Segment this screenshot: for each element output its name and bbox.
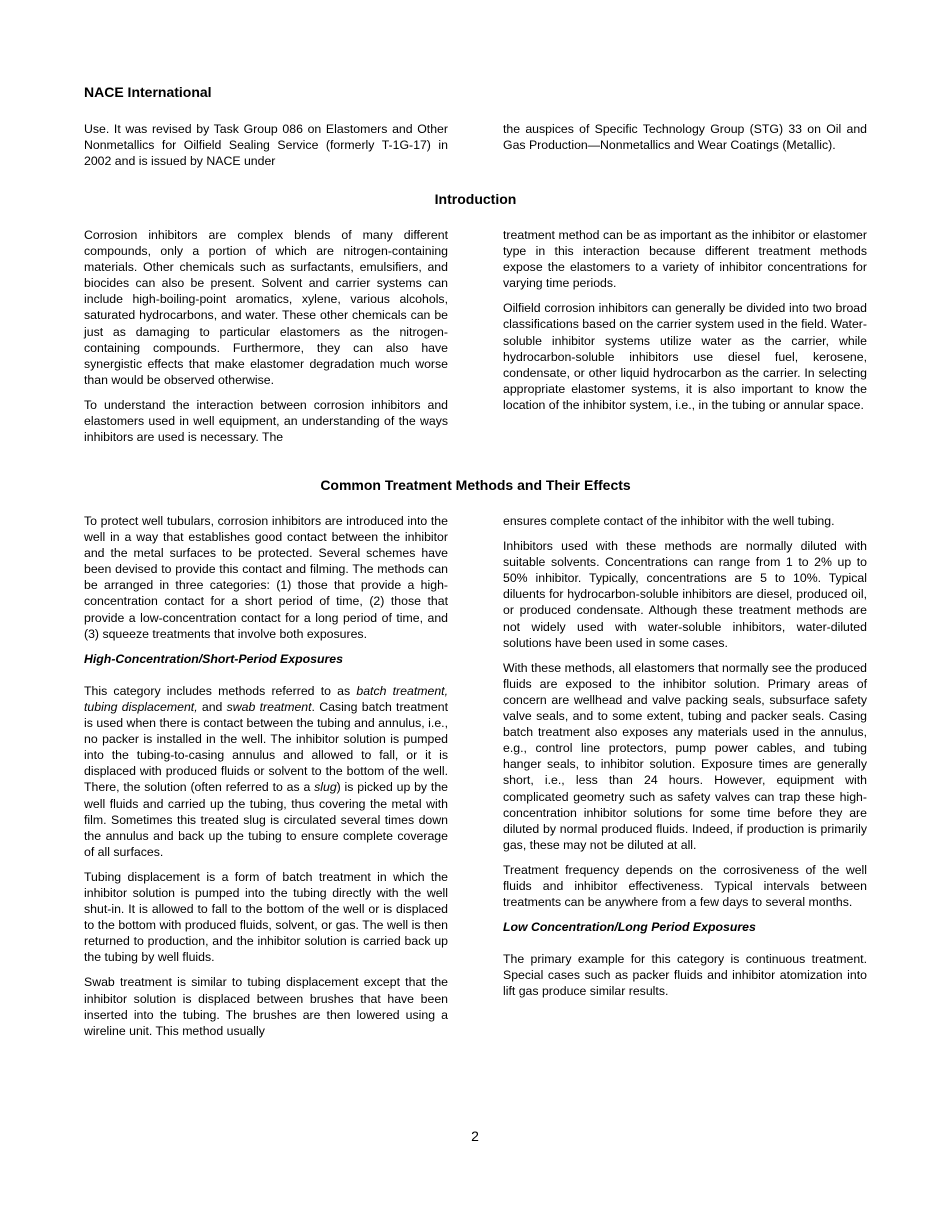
p2-italic-slug: slug [314, 780, 337, 795]
treatment-paragraph-8: Treatment frequency depends on the corrosiveness of the well fluids and inhibitor effectiveness. Typical intervals between treatments can be anywhere from a few days to several months. [503, 862, 867, 910]
intro-paragraph-2: To understand the interaction between corrosion inhibitors and elastomers used in well equipment, an understanding of the ways inhibitors are used is necessary. The [84, 397, 448, 445]
foreword-right-column [503, 121, 867, 153]
treatment-paragraph-5: ensures complete contact of the inhibitor with the well tubing. [503, 514, 835, 528]
p2-text-a: This category includes methods referred to as [84, 683, 357, 698]
introduction-left-column [84, 227, 448, 445]
treatment-left-column [84, 513, 448, 1039]
running-header: NACE International [84, 84, 212, 100]
page-number: 2 [471, 1128, 479, 1144]
p2-italic-methods: batch treatment, tubing displacement, [84, 683, 448, 714]
subheading-high-concentration: High-Concentration/Short-Period Exposures [84, 651, 343, 666]
p2-text-g: ) is picked up by the well fluids and carried up the tubing, thus covering the metal with film. Sometimes this treated slug is circulated several times down the annulus and back up the tubing to ensure complete coverage of all surfaces. [84, 780, 448, 859]
treatment-paragraph-6: Inhibitors used with these methods are normally diluted with suitable solvents. Concentrations can range from 1 to 2% up to 50% inhibitor. Typically, concentrations are 5 to 10%. Typical diluents for hydrocarbon-soluble inhibitors are diesel, produced oil, or produced condensate. Although these treatment methods are not widely used with water-soluble inhibitors, water-diluted solutions have been used in some cases. [503, 539, 867, 650]
p2-italic-swab: swab treatment [226, 699, 312, 714]
treatment-paragraph-1: To protect well tubulars, corrosion inhibitors are introduced into the well in a way that establishes good contact between the inhibitor and the metal surfaces to be protected. Several schemes have been devised to provide this contact and filming. The methods can be arranged in three categories: (1) those that provide a high-concentration contact for a short period of time, (2) those that provide a low-concentration contact for a long period of time, and (3) squeeze treatments that involve both exposures. [84, 514, 448, 641]
foreword-left-column [84, 121, 448, 169]
treatment-paragraph-7: With these methods, all elastomers that normally see the produced fluids are exposed to the inhibitor solution. Primary areas of concern are wellhead and valve packing seals, subsurface safety valve seals, and to some extent, tubing and packer seals. Casing batch treatment also exposes any materials used in the annulus, e.g., control line protectors, pump power cables, and tubing hanger seals, to inhibitor solution. Exposure times are generally short, i.e., less than 24 hours. However, equipment with complicated geometry such as safety valves can trap these high-concentration inhibitor solutions for some time before they are diluted by normal produced fluids. Indeed, if production is primarily gas, these may not be diluted at all. [503, 660, 867, 852]
introduction-right-column [503, 227, 867, 413]
foreword-paragraph-right: the auspices of Specific Technology Group (STG) 33 on Oil and Gas Production—Nonmetallics and Wear Coatings (Metallic). [503, 122, 867, 153]
treatment-paragraph-2 [84, 683, 448, 860]
subheading-low-concentration: Low Concentration/Long Period Exposures [503, 920, 756, 935]
introduction-heading: Introduction [434, 191, 517, 207]
foreword-paragraph-left: Use. It was revised by Task Group 086 on Elastomers and Other Nonmetallics for Oilfield Sealing Service (formerly T-1G-17) in 2002 and is issued by NACE under [84, 122, 448, 169]
treatment-paragraph-9: The primary example for this category is continuous treatment. Special cases such as packer fluids and inhibitor atomization into lift gas produce similar results. [503, 952, 867, 999]
intro-paragraph-3: treatment method can be as important as the inhibitor or elastomer type in this interaction because different treatment methods expose the elastomers to a variety of inhibitor concentrations for varying time periods. [503, 228, 867, 291]
treatment-heading: Common Treatment Methods and Their Effects [320, 477, 631, 493]
p2-text-c: and [197, 699, 227, 714]
intro-paragraph-1: Corrosion inhibitors are complex blends of many different compounds, only a portion of which are nitrogen-containing materials. Other chemicals such as surfactants, emulsifiers, and biocides can also be present. Solvent and carrier systems can include high-boiling-point aromatics, xylene, various alcohols, saturated hydrocarbons, and water. These other chemicals can be just as damaging to particular elastomers as the nitrogen-containing compounds. Furthermore, they can also have synergistic effects that make elastomer degradation much worse than would be observed otherwise. [84, 228, 448, 387]
treatment-paragraph-3: Tubing displacement is a form of batch treatment in which the inhibitor solution is pumped into the tubing directly with the well shut-in. It is allowed to fall to the bottom of the well or is displaced to the bottom with produced fluids, solvent, or gas. The well is then returned to production, and the inhibitor solution is carried back up the tubing by well fluids. [84, 869, 448, 965]
treatment-right-column [503, 513, 867, 1000]
treatment-paragraph-4: Swab treatment is similar to tubing displacement except that the inhibitor solution is displaced between brushes that have been inserted into the tubing. The brushes are then lowered using a wireline unit. This method usually [84, 975, 448, 1038]
p2-text-e: . Casing batch treatment is used when there is contact between the tubing and annulus, i.e., no packer is installed in the well. The inhibitor solution is pumped into the tubing-to-casing annulus and allowed to fall, or it is displaced with produced fluids or solvent to the bottom of the well. There, the solution (often referred to as a [84, 699, 448, 795]
intro-paragraph-4: Oilfield corrosion inhibitors can generally be divided into two broad classifications based on the carrier system used in the field. Water-soluble inhibitor systems utilize water as the carrier, while hydrocarbon-soluble inhibitors use diesel fuel, kerosene, condensate, or other liquid hydrocarbon as the carrier. In selecting appropriate elastomer systems, it is also important to know the location of the inhibitor system, i.e., in the tubing or annular space. [503, 301, 867, 412]
